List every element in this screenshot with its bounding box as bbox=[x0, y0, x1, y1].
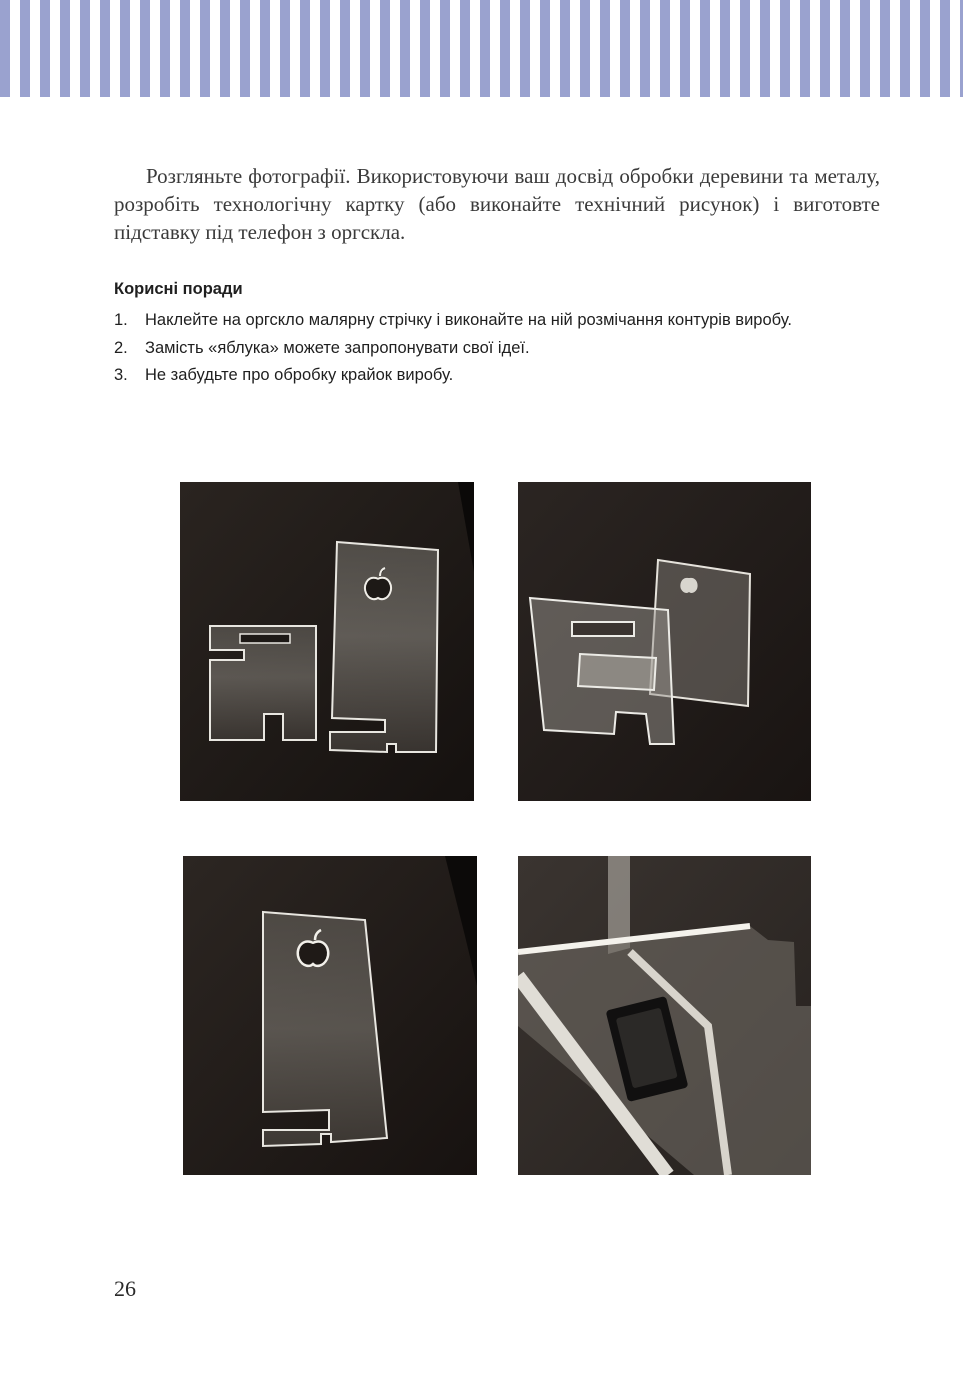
photo-assembled-stand bbox=[518, 482, 811, 801]
decorative-stripe-header bbox=[0, 0, 963, 97]
tip-number: 2. bbox=[114, 338, 128, 357]
tip-item bbox=[114, 362, 880, 390]
tip-number: 1. bbox=[114, 311, 128, 329]
photo-back-panel-image bbox=[183, 856, 477, 1175]
tip-text: Не забудьте про обробку крайок виробу. bbox=[145, 366, 454, 384]
photo-acrylic-parts-image bbox=[180, 482, 474, 801]
tip-text: Замість «яблука» можете запропонувати свої ідеї. bbox=[145, 338, 530, 357]
tip-text: Наклейте на оргскло малярну стрічку і виконайте на ній розмічання контурів виробу. bbox=[145, 311, 792, 329]
tips-heading: Корисні поради bbox=[114, 280, 243, 298]
photo-acrylic-parts bbox=[180, 482, 474, 801]
photo-dock-closeup-image bbox=[518, 856, 811, 1175]
tips-list bbox=[114, 307, 880, 390]
tip-item bbox=[114, 335, 880, 363]
tip-number: 3. bbox=[114, 366, 128, 384]
photo-back-panel bbox=[183, 856, 477, 1175]
page-number: 26 bbox=[114, 1276, 136, 1301]
photo-dock-closeup bbox=[518, 856, 811, 1175]
photo-assembled-stand-image bbox=[518, 482, 811, 801]
tip-item bbox=[114, 307, 880, 335]
intro-paragraph: Розгляньте фотографії. Використовуючи ваш досвід обробки деревини та металу, розробіть технологічну картку (або виконайте технічний рисунок) і виготовте підставку під телефон з оргскла. bbox=[114, 164, 880, 244]
